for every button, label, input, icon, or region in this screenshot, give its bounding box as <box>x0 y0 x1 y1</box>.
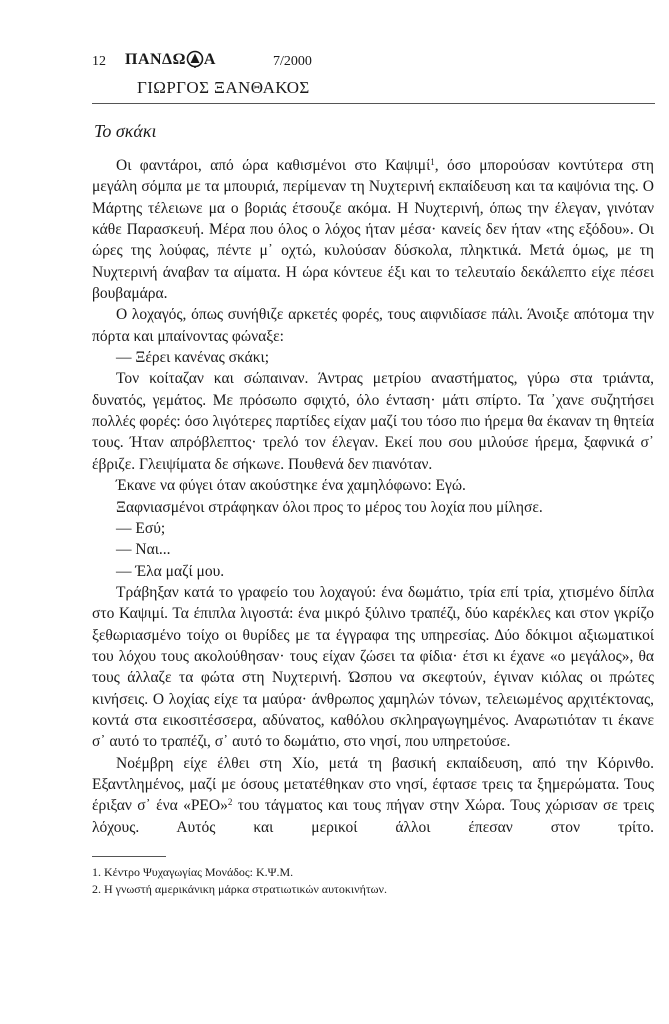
footnote: 2. Η γνωστή αμερικάνικη μάρκα στρατιωτικών αυτοκινήτων. <box>92 882 387 896</box>
paragraph: Έκανε να φύγει όταν ακούστηκε ένα χαμηλόφωνο: Εγώ. <box>116 477 466 495</box>
footnotes <box>92 864 652 898</box>
footnote-mark: 2 <box>227 797 233 808</box>
dialogue-line: — Ξέρει κανένας σκάκι; <box>116 349 270 367</box>
story-body <box>92 155 654 838</box>
paragraph: Οι φαντάροι, από ώρα καθισμένοι στο Καψιμί$^1$, όσο μπορούσαν κοντύτερα στη μεγάλη σόμπα με τα μπουριά, περίμεναν τη Νυχτερινή εκπαίδευση και τα καψόνια της. Ο Μάρτης τέλειωνε μα ο βοριάς έτσουζε ακόμα. Η Νυχτερινή, όπως την έλεγαν, γινόταν κάθε Παρασκευή. Μέρα που όλος ο λόχος ήταν μέσα· κανείς δεν ήταν «της εξόδου». Οι ώρες της λούφας, πέντε μ᾽ οχτώ, κυλούσαν δύσκολα, πληκτικά. Μετά όμως, με τη Νυχτερινή άναβαν τα αίματα. Η ώρα κόντευε έξι και το τελευταίο δεκάλεπτο είχε πέσει βουβαμάρα. <box>92 157 654 303</box>
issue-number: 7/2000 <box>273 54 312 69</box>
header-rule <box>92 103 655 104</box>
pandora-logo-icon <box>186 50 204 68</box>
paragraph: Νοέμβρη είχε έλθει στη Χίο, μετά τη βασική εκπαίδευση, από την Κόρινθο. Εξαντλημένος, μαζί με όσους μετατέθηκαν στο νησί, έφτασε τρεις τα ξημερώματα. Τους έριξαν σ᾽ ένα «ΡΕΟ»$^2$ του τάγματος και τους πήγαν στην Χώρα. Τους χώρισαν σε τρεις λόχους. Αυτός και μερικοί άλλοι έπεσαν στον τρίτο. <box>92 754 654 836</box>
footnotes-rule <box>92 856 166 857</box>
journal-logo <box>125 50 216 69</box>
paragraph: Ο λοχαγός, όπως συνήθιζε αρκετές φορές, τους αιφνιδίασε πάλι. Άνοιξε απότομα την πόρτα και μπαίνοντας φώναξε: <box>92 306 654 345</box>
dialogue-line: — Έλα μαζί μου. <box>116 562 225 580</box>
dialogue-line: — Ναι... <box>116 541 171 559</box>
journal-name-right: Α <box>203 51 216 68</box>
running-header <box>92 50 652 72</box>
paragraph: Τράβηξαν κατά το γραφείο του λοχαγού: ένα δωμάτιο, τρία επί τρία, χτισμένο δίπλα στο Καψιμί. Τα έπιπλα λιγοστά: ένα μικρό ξύλινο τραπέζι, δύο καρέκλες και στον γκρίζο ξεθωριασμένο τοίχο οι θυρίδες με τα έγγραφα της υπηρεσίας. Δύο δόκιμοι αξιωματικοί του λόχου τους ακολούθησαν· τους είχαν ζώσει τα φίδια· έτσι κι έχανε «ο μεγάλος», θα τους άλλαζε τα φώτα στη Νυχτερινή. Ώσπου να σκεφτούν, έγιναν κιόλας οι πρώτες κινήσεις. Ο λοχίας είχε τα μαύρα· άνθρωπος χαμηλών τόνων, τελειωμένος αρχιτέκτονας, κοντά στα εικοσιτέσσερα, αδύνατος, καθόλου σκληραγωγημένος. Αναρωτιόταν τι έκανε σ᾽ αυτό το τραπέζι, σ᾽ αυτό το δωμάτιο, στο νησί, που υπηρετούσε. <box>92 583 654 751</box>
author-name: ΓΙΩΡΓΟΣ ΞΑΝΘΑΚΟΣ <box>137 78 310 97</box>
footnote: 1. Κέντρο Ψυχαγωγίας Μονάδος: Κ.Ψ.Μ. <box>92 865 294 879</box>
journal-name-left: ΠΑΝΔΩ <box>125 51 186 68</box>
story-title: Το σκάκι <box>94 121 157 141</box>
paragraph: Ξαφνιασμένοι στράφηκαν όλοι προς το μέρος του λοχία που μίλησε. <box>116 498 543 516</box>
paragraph: Τον κοίταζαν και σώπαιναν. Άντρας μετρίου αναστήματος, γύρω στα τριάντα, δυνατός, γεμάτος. Με πρόσωπο σφιχτό, όλο ένταση· μάτι σπίρτο. Τα ᾽χανε συζητήσει πολλές φορές: όσο λιγότερες παρτίδες είχαν μαζί του τόσο πιο ήρεμα θα έκαναν τη θητεία τους. Ήταν απρόβλεπτος· τρελό τον έλεγαν. Εκεί που σου μιλούσε ήρεμα, ξαφνικά σ᾽ έβριζε. Γλειψίματα δε σήκωνε. Πουθενά δεν πιανόταν. <box>92 370 654 473</box>
dialogue-line: — Εσύ; <box>116 519 166 537</box>
page-number: 12 <box>92 54 106 69</box>
footnote-mark: 1 <box>430 157 435 167</box>
